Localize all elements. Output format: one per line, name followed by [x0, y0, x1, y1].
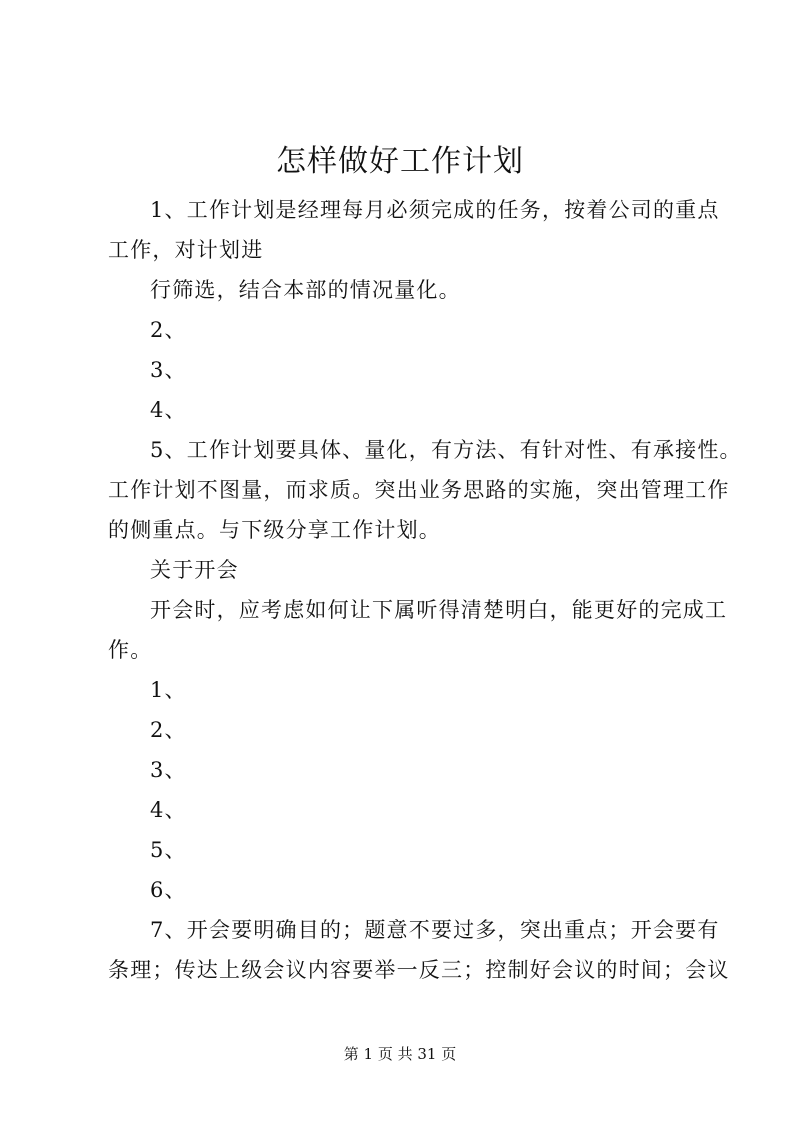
- body-line: 2、: [150, 318, 187, 342]
- body-line: 作。: [108, 638, 153, 662]
- body-line: 的侧重点。与下级分享工作计划。: [108, 518, 441, 542]
- body-line: 3、: [150, 358, 187, 382]
- body-line: 工作，对计划进: [108, 238, 264, 262]
- body-line: 1、: [150, 678, 187, 702]
- body-line: 5、工作计划要具体、量化，有方法、有针对性、有承接性。: [150, 438, 742, 462]
- body-line: 4、: [150, 798, 187, 822]
- body-line: 6、: [150, 878, 187, 902]
- body-line: 条理；传达上级会议内容要举一反三；控制好会议的时间；会议: [108, 958, 730, 982]
- body-line: 7、开会要明确目的；题意不要过多，突出重点；开会要有: [150, 918, 720, 942]
- document-title: 怎样做好工作计划: [276, 144, 524, 179]
- body-line: 4、: [150, 398, 187, 422]
- body-line: 行筛选，结合本部的情况量化。: [150, 278, 461, 302]
- body-line: 5、: [150, 838, 187, 862]
- section-heading: 关于开会: [150, 558, 239, 582]
- body-line: 3、: [150, 758, 187, 782]
- body-line: 1、工作计划是经理每月必须完成的任务，按着公司的重点: [150, 198, 720, 222]
- body-line: 2、: [150, 718, 187, 742]
- body-line: 工作计划不图量，而求质。突出业务思路的实施，突出管理工作: [108, 478, 730, 502]
- body-line: 开会时，应考虑如何让下属听得清楚明白，能更好的完成工: [150, 598, 728, 622]
- page-footer: 第 1 页 共 31 页: [343, 1045, 457, 1063]
